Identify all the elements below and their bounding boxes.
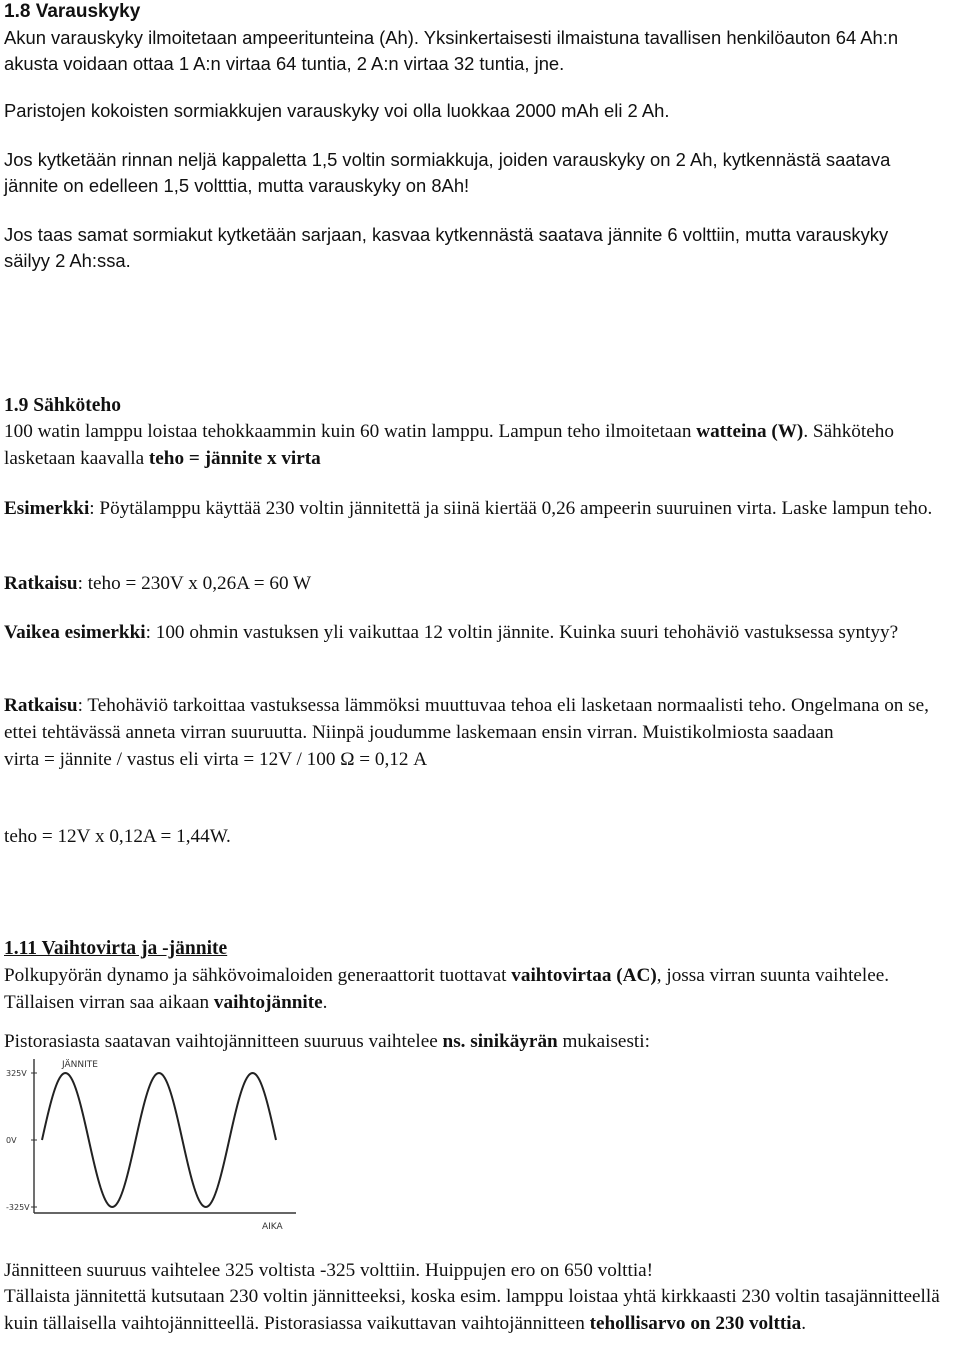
y-tick-label: -325V: [6, 1203, 30, 1212]
text: . Sähköteho lasketaan kaavalla: [4, 421, 894, 469]
y-axis-label: JÄNNITE: [62, 1060, 98, 1070]
text: : Pöytälamppu käyttää 230 voltin jännitettä ja siinä kiertää 0,26 ampeerin suuruinen virta. Laske lampun teho.: [89, 498, 933, 519]
formula-line: teho = 12V x 0,12A = 1,44W.: [4, 826, 231, 847]
paragraph: [4, 1283, 956, 1337]
section-heading-vaihtovirta: [4, 935, 227, 962]
sine-wave-chart: [4, 1055, 304, 1235]
y-tick-label: 325V: [6, 1069, 27, 1078]
paragraph: Paristojen kokoisten sormiakkujen varauskyky voi olla luokkaa 2000 mAh eli 2 Ah.: [4, 100, 670, 121]
paragraph: Akun varauskyky ilmoitetaan ampeeritunteina (Ah). Yksinkertaisesti ilmaistuna tavallisen henkilöauton 64 Ah:n akusta voidaan ottaa 1 A:n virtaa 64 tuntia, 2 A:n virtaa 32 tuntia, jne.: [4, 27, 899, 74]
text: : Tehohäviö tarkoittaa vastuksessa lämmöksi muuttuvaa tehoa eli lasketaan normaalisti teho. Ongelmana on se, ettei tehtävässä anneta virran suuruutta. Niinpä joudumme laskemaan ensin virran. Muistikolmiosta saadaan: [4, 695, 929, 743]
paragraph: [4, 418, 956, 472]
paragraph: [4, 962, 949, 1016]
paragraph: Jännitteen suuruus vaihtelee 325 voltista -325 volttiin. Huippujen ero on 650 volttia!: [4, 1260, 654, 1281]
bold-text: vaihtojännite: [213, 992, 323, 1013]
text: .: [801, 1313, 806, 1334]
solution-paragraph: [4, 692, 939, 773]
bold-text: tehollisarvo on 230 volttia: [589, 1313, 802, 1334]
paragraph: Jos kytketään rinnan neljä kappaletta 1,5 voltin sormiakkuja, joiden varauskyky on 2 Ah, kytkennästä saatava jännite on edelleen 1,5 voltttia, mutta varauskyky on 8Ah!: [4, 149, 891, 196]
paragraph: Jos taas samat sormiakut kytketään sarjaan, kasvaa kytkennästä saatava jännite 6 volttiin, mutta varauskyky säilyy 2 Ah:ssa.: [4, 224, 889, 271]
chart-layer: [6, 1059, 296, 1232]
text: .: [322, 992, 328, 1013]
text: Pistorasiasta saatavan vaihtojännitteen suuruus vaihtelee: [4, 1031, 443, 1052]
hard-example-label: Vaikea esimerkki: [4, 622, 146, 643]
solution-label: Ratkaisu: [4, 695, 78, 716]
solution-paragraph: [4, 570, 934, 597]
text: : 100 ohmin vastuksen yli vaikuttaa 12 voltin jännite. Kuinka suuri tehohäviö vastuksessa syntyy?: [145, 622, 899, 643]
formula-line: virta = jännite / vastus eli virta = 12V / 100 Ω = 0,12 A: [4, 749, 428, 770]
heading-text: 1.11 Vaihtovirta ja -jännite: [4, 938, 228, 959]
example-label: Esimerkki: [4, 498, 90, 519]
text: Polkupyörän dynamo ja sähkövoimaloiden generaattorit tuottavat: [4, 965, 512, 986]
paragraph: [4, 1028, 949, 1055]
y-tick-label: 0V: [6, 1136, 17, 1145]
text: , jossa virran suunta vaihtelee. Tällaisen virran saa aikaan: [4, 965, 890, 1013]
text: mukaisesti:: [557, 1031, 650, 1052]
bold-text: ns. sinikäyrän: [442, 1031, 558, 1052]
sine-series-line: [42, 1073, 276, 1207]
x-axis-label: AIKA: [262, 1222, 283, 1232]
example-paragraph: [4, 495, 934, 522]
section-heading-varauskyky: 1.8 Varauskyky: [4, 1, 141, 22]
section-heading-sahkoteho: 1.9 Sähköteho: [4, 395, 122, 416]
text: Tällaista jännitettä kutsutaan 230 voltin jännitteeksi, koska esim. lamppu loistaa yhtä kirkkaasti 230 voltin tasajännitteellä kuin tällaisella vaihtojännitteellä. Pistorasiassa vaikuttavan vaihtojännitteen: [4, 1286, 940, 1334]
bold-text: vaihtovirtaa (AC): [511, 965, 657, 986]
hard-example-paragraph: [4, 619, 934, 646]
solution-label: Ratkaisu: [4, 573, 78, 594]
bold-text: watteina (W): [696, 421, 804, 442]
formula: teho = jännite x virta: [148, 448, 321, 469]
text: 100 watin lamppu loistaa tehokkaammin kuin 60 watin lamppu. Lampun teho ilmoitetaan: [4, 421, 697, 442]
text: : teho = 230V x 0,26A = 60 W: [77, 573, 312, 594]
